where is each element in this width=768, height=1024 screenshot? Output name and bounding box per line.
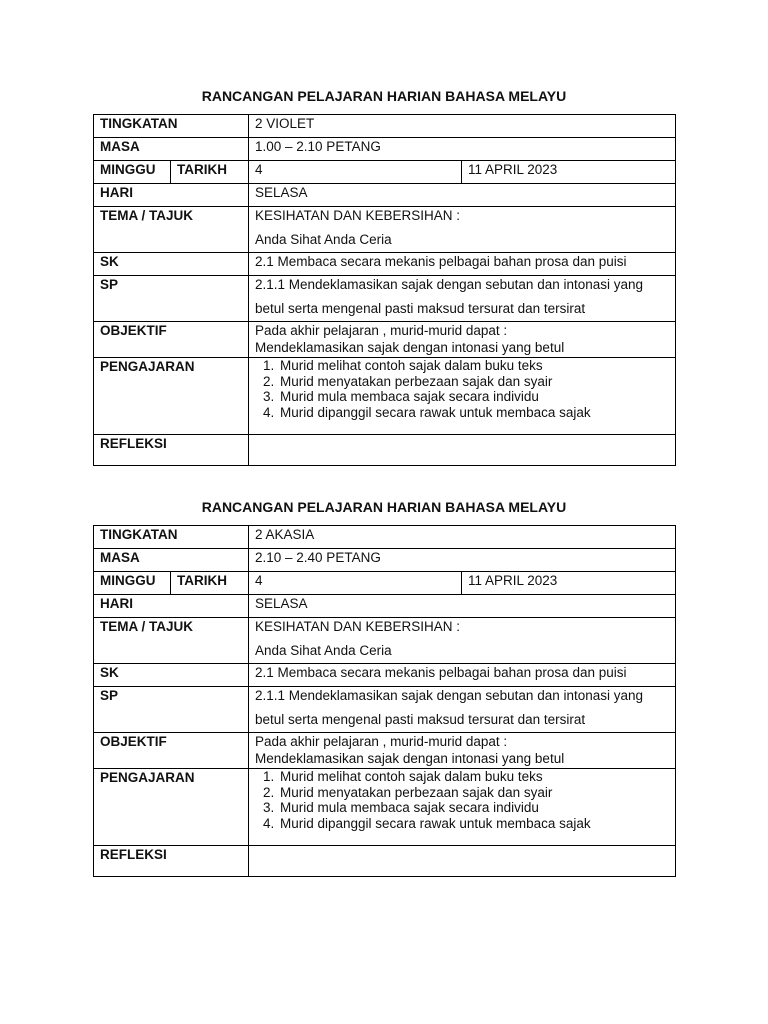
label-pengajaran: PENGAJARAN — [94, 769, 249, 846]
label-sk: SK — [94, 664, 249, 687]
lesson-table — [93, 525, 676, 877]
row-tingkatan — [94, 115, 676, 138]
list-item: 1. Murid melihat contoh sajak dalam buku teks — [278, 358, 669, 374]
label-hari: HARI — [94, 184, 249, 207]
list-item: 3. Murid mula membaca sajak secara individu — [278, 800, 669, 816]
value-refleksi — [249, 846, 676, 877]
value-tarikh: 11 APRIL 2023 — [462, 161, 676, 184]
row-refleksi — [94, 435, 676, 466]
label-tingkatan: TINGKATAN — [94, 115, 249, 138]
sp-line-2: betul serta mengenal pasti maksud tersurat dan tersirat — [255, 712, 586, 727]
tema-line-1: KESIHATAN DAN KEBERSIHAN : — [255, 208, 461, 223]
label-sp: SP — [94, 276, 249, 322]
list-item: 3. Murid mula membaca sajak secara individu — [278, 389, 669, 405]
label-masa: MASA — [94, 549, 249, 572]
objektif-line-1: Pada akhir pelajaran , murid-murid dapat : — [255, 734, 508, 749]
label-minggu: MINGGU — [94, 572, 171, 595]
lesson-plan-1 — [93, 86, 675, 466]
row-objektif — [94, 322, 676, 358]
label-objektif: OBJEKTIF — [94, 322, 249, 358]
value-tema — [249, 618, 676, 664]
value-sk: 2.1 Membaca secara mekanis pelbagai bahan prosa dan puisi — [249, 253, 676, 276]
pengajaran-list — [255, 769, 669, 831]
row-minggu-tarikh — [94, 161, 676, 184]
label-tingkatan: TINGKATAN — [94, 526, 249, 549]
row-sp — [94, 687, 676, 733]
value-tingkatan: 2 AKASIA — [249, 526, 676, 549]
value-objektif — [249, 322, 676, 358]
row-refleksi — [94, 846, 676, 877]
row-pengajaran — [94, 358, 676, 435]
value-tingkatan: 2 VIOLET — [249, 115, 676, 138]
lesson-title: RANCANGAN PELAJARAN HARIAN BAHASA MELAYU — [201, 88, 567, 104]
list-item: 2. Murid menyatakan perbezaan sajak dan syair — [278, 785, 669, 801]
tema-line-1: KESIHATAN DAN KEBERSIHAN : — [255, 619, 461, 634]
label-sp: SP — [94, 687, 249, 733]
list-item: 1. Murid melihat contoh sajak dalam buku teks — [278, 769, 669, 785]
label-refleksi: REFLEKSI — [94, 846, 249, 877]
value-hari: SELASA — [249, 184, 676, 207]
row-sk — [94, 664, 676, 687]
value-objektif — [249, 733, 676, 769]
value-pengajaran — [249, 769, 676, 846]
label-sk: SK — [94, 253, 249, 276]
label-masa: MASA — [94, 138, 249, 161]
row-sp — [94, 276, 676, 322]
objektif-line-2: Mendeklamasikan sajak dengan intonasi yang betul — [255, 340, 565, 355]
lesson-title: RANCANGAN PELAJARAN HARIAN BAHASA MELAYU — [201, 499, 567, 515]
label-tema: TEMA / TAJUK — [94, 207, 249, 253]
sp-line-2: betul serta mengenal pasti maksud tersurat dan tersirat — [255, 301, 586, 316]
value-sp — [249, 687, 676, 733]
label-objektif: OBJEKTIF — [94, 733, 249, 769]
list-item: 4. Murid dipanggil secara rawak untuk membaca sajak — [278, 405, 669, 421]
label-refleksi: REFLEKSI — [94, 435, 249, 466]
row-masa — [94, 138, 676, 161]
row-objektif — [94, 733, 676, 769]
row-tingkatan — [94, 526, 676, 549]
sp-line-1: 2.1.1 Mendeklamasikan sajak dengan sebutan dan intonasi yang — [255, 688, 644, 703]
row-hari — [94, 595, 676, 618]
objektif-line-2: Mendeklamasikan sajak dengan intonasi yang betul — [255, 751, 565, 766]
label-pengajaran: PENGAJARAN — [94, 358, 249, 435]
pengajaran-list — [255, 358, 669, 420]
value-tarikh: 11 APRIL 2023 — [462, 572, 676, 595]
lesson-plan-2 — [93, 497, 675, 877]
objektif-line-1: Pada akhir pelajaran , murid-murid dapat : — [255, 323, 508, 338]
value-pengajaran — [249, 358, 676, 435]
row-minggu-tarikh — [94, 572, 676, 595]
row-pengajaran — [94, 769, 676, 846]
label-tarikh: TARIKH — [171, 161, 249, 184]
row-sk — [94, 253, 676, 276]
value-refleksi — [249, 435, 676, 466]
value-sp — [249, 276, 676, 322]
tema-line-2: Anda Sihat Anda Ceria — [255, 643, 392, 658]
value-sk: 2.1 Membaca secara mekanis pelbagai bahan prosa dan puisi — [249, 664, 676, 687]
label-hari: HARI — [94, 595, 249, 618]
value-minggu: 4 — [249, 572, 462, 595]
list-item: 2. Murid menyatakan perbezaan sajak dan syair — [278, 374, 669, 390]
label-tarikh: TARIKH — [171, 572, 249, 595]
row-tema — [94, 618, 676, 664]
row-hari — [94, 184, 676, 207]
value-masa: 1.00 – 2.10 PETANG — [249, 138, 676, 161]
row-tema — [94, 207, 676, 253]
row-masa — [94, 549, 676, 572]
label-minggu: MINGGU — [94, 161, 171, 184]
value-masa: 2.10 – 2.40 PETANG — [249, 549, 676, 572]
tema-line-2: Anda Sihat Anda Ceria — [255, 232, 392, 247]
sp-line-1: 2.1.1 Mendeklamasikan sajak dengan sebutan dan intonasi yang — [255, 277, 644, 292]
list-item: 4. Murid dipanggil secara rawak untuk membaca sajak — [278, 816, 669, 832]
label-tema: TEMA / TAJUK — [94, 618, 249, 664]
value-hari: SELASA — [249, 595, 676, 618]
value-tema — [249, 207, 676, 253]
value-minggu: 4 — [249, 161, 462, 184]
lesson-table — [93, 114, 676, 466]
